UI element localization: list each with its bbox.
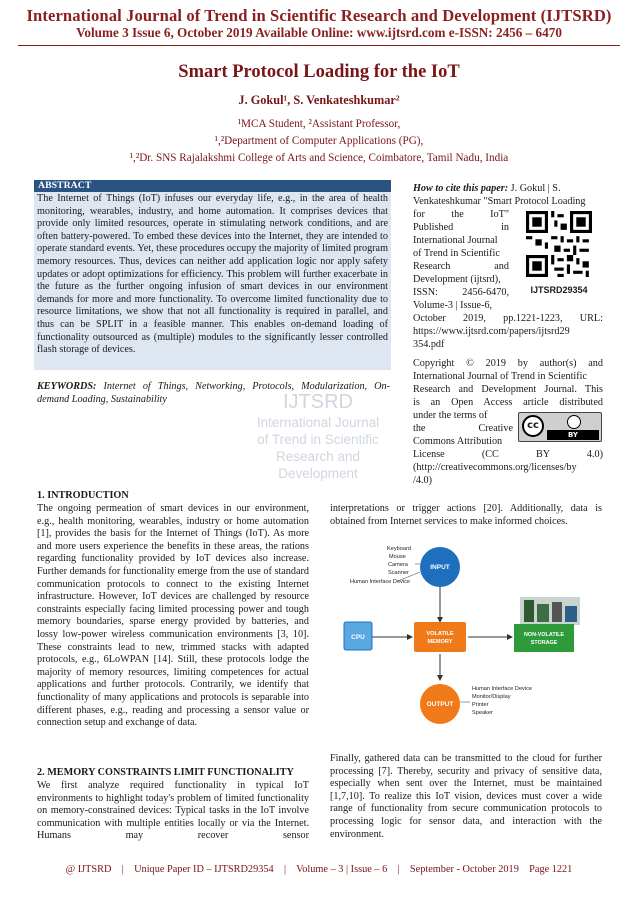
cpu-label: CPU <box>351 634 365 641</box>
copyright-line: is an Open Access article distributed <box>413 397 603 408</box>
section2-text: We first analyze required functionality in typical IoT environments to highlight today's problem of limited functionality on memory-constrained devices: Typical tasks in the IoT involve communication with multiple entities locally or via the Internet. Humans may recover sensor <box>37 780 309 842</box>
input-item: Human Interface Device <box>350 579 411 585</box>
journal-header: International Journal of Trend in Scientific Research and Development (IJTSRD) <box>26 6 612 25</box>
input-item: Keyboard <box>387 546 411 552</box>
header-rule <box>18 45 620 46</box>
qr-label: IJTSRD29354 <box>530 285 588 295</box>
output-item: Monitor/Display <box>472 694 511 700</box>
volatile-memory-node <box>414 622 466 652</box>
svg-text:VOLATILE: VOLATILE <box>426 631 454 637</box>
copyright-line: Research and Development Journal. This <box>413 384 603 395</box>
affiliation-line: ¹,²Department of Computer Applications (PG), <box>214 135 424 147</box>
introduction-text: The ongoing permeation of smart devices in our environment, e.g., health monitoring, wearables, industry or home automation [1], provides the basis for the Internet of Things (IoT). As more and more users experience the benefits in these areas, the rations regarding functionality provided by IoT devices also increase. Further demands for functionality emerge from the use of standard communication protocols to connect to the existing Internet infrastructure. However, IoT devices are challenged by resource constraints especially facing limited processing power and tough memory boundaries, sparse energy provided by batteries, and lossy low-power wireless communication environments [3, 10]. These constraints lead to new, trimmed stacks with adapted protocols, e.g., 6LoWPAN [14]. Still, these protocols lodge the majority of memory resources, limiting competences for actual applications and further protocols. Contrarily, we identify that functionality of many applications and protocols is separable into different phases, e.g., reading and processing a sensor value or connection setup and exchange of data. <box>37 503 309 729</box>
citation-line: Venkateshkumar "Smart Protocol Loading <box>413 196 586 207</box>
right-col-bottom-text: Finally, gathered data can be transmitted to the cloud for further processing [7]. Thereby, security and privacy of sensitive data, especially when sent over the Internet, must be maintained [1,7,10]. To realize this IoT vision, devices must cover a wide range of functionality from secure communication protocols to processing logic for sensor data, and interaction with the environment. <box>330 753 602 840</box>
input-item: Camera <box>388 562 408 568</box>
citation-line: for the IoT" <box>413 209 509 220</box>
cc-by-license-badge <box>518 412 602 442</box>
copyright-line: License (CC BY 4.0) <box>413 449 603 460</box>
citation-line <box>413 183 603 196</box>
keywords-text: Internet of Things, Networking, Protocols, Modularization, On-demand Loading, Sustainability <box>37 381 390 405</box>
svg-text:NON-VOLATILE: NON-VOLATILE <box>523 632 565 638</box>
license-url[interactable]: (http://creativecommons.org/licenses/by <box>413 462 577 473</box>
keywords-label: KEYWORDS: <box>37 381 97 392</box>
output-item: Human Interface Device <box>472 686 533 692</box>
affiliation-line: ¹MCA Student, ²Assistant Professor, <box>237 118 401 130</box>
person-icon <box>551 414 597 430</box>
by-label: BY <box>547 430 599 440</box>
abstract-heading: ABSTRACT <box>34 180 391 192</box>
affiliation-line: ¹,²Dr. SNS Rajalakshmi College of Arts and Science, Coimbatore, Tamil Nadu, India <box>129 152 509 164</box>
copyright-line: International Journal of Trend in Scientific <box>413 371 588 382</box>
copyright-line: under the terms of <box>413 410 488 421</box>
citation-line: October 2019, pp.1221-1223, URL: <box>413 313 603 324</box>
license-url[interactable]: /4.0) <box>413 475 432 486</box>
citation-line: Published in <box>413 222 509 233</box>
input-item: Mouse <box>389 554 406 560</box>
watermark-line: of Trend in Scientific <box>257 432 379 447</box>
citation-line: Development (ijtsrd), <box>413 274 501 285</box>
citation-line: ISSN: 2456-6470, <box>413 287 509 298</box>
citation-line: Volume-3 | Issue-6, <box>413 300 493 311</box>
citation-label: How to cite this paper: <box>413 183 509 194</box>
watermark-line: Development <box>278 466 358 481</box>
citation-line: International Journal <box>413 235 498 246</box>
output-item: Printer <box>472 702 489 708</box>
output-label: OUTPUT <box>426 701 454 708</box>
input-label: INPUT <box>430 564 450 571</box>
svg-text:STORAGE: STORAGE <box>530 640 558 646</box>
citation-line: of Trend in Scientific <box>413 248 500 259</box>
copyright-line: the Creative <box>413 423 513 434</box>
citation-url[interactable]: 354.pdf <box>413 339 445 350</box>
abstract-text: The Internet of Things (IoT) infuses our everyday life, e.g., in the area of health monitoring, wearables, industry, and home automation. It comprises devices that provide only limited resources, operate in stimulating network conditions, and are often battery-powered. To embed these devices into the Internet, they are intended to operate standard events. Yet, these procedures occupy the majority of limited program memory resources. Thus, devices can neither add application logic nor apply safety updates or adopt optimizations for efficiency. This problem will further exacerbate in the future as the further ongoing infusion of smart devices in our environment demands for more and more functionality. To overcome limited functionality due to resource limitations, we show that not all functionality is required in parallel, and thus can be SPLIT in a feasible manner. This enables on-demand loading of functionality outsourced as (multiple) modules to the significantly lesser controlled flash storage of devices. <box>37 193 388 356</box>
watermark-line: International Journal <box>256 415 380 430</box>
citation-url[interactable]: https://www.ijtsrd.com/papers/ijtsrd29 <box>413 326 570 337</box>
right-col-top-text: interpretations or trigger actions [20]. Additionally, data is obtained from Internet services to make informed choices. <box>330 503 602 527</box>
citation-line: Research and <box>413 261 509 272</box>
cc-icon: cc <box>522 415 544 437</box>
watermark-line: Research and <box>275 449 361 464</box>
nonvolatile-storage-node <box>514 624 574 652</box>
watermark <box>218 390 418 482</box>
page-footer: @ IJTSRD | Unique Paper ID – IJTSRD29354 | Volume – 3 | Issue – 6 | September - October 2019 Page 1221 <box>65 864 573 875</box>
input-item: Scanner <box>388 570 409 576</box>
section-heading-memory: 2. MEMORY CONSTRAINTS LIMIT FUNCTIONALITY <box>37 767 294 778</box>
svg-text:MEMORY: MEMORY <box>427 639 453 645</box>
citation-text: J. Gokul | S. <box>510 183 561 194</box>
qr-code-icon <box>526 211 592 277</box>
issue-line: Volume 3 Issue 6, October 2019 Available Online: www.ijtsrd.com e-ISSN: 2456 – 6470 <box>76 25 562 40</box>
output-item: Speaker <box>472 710 493 716</box>
paper-title: Smart Protocol Loading for the IoT <box>178 62 460 82</box>
paper-authors: J. Gokul¹, S. Venkateshkumar² <box>238 93 400 107</box>
copyright-line: Commons Attribution <box>413 436 503 447</box>
copyright-line: Copyright © 2019 by author(s) and <box>413 358 603 369</box>
watermark-line: IJTSRD <box>283 391 353 413</box>
computer-architecture-diagram <box>330 542 630 742</box>
section-heading-introduction: 1. INTRODUCTION <box>37 490 129 501</box>
